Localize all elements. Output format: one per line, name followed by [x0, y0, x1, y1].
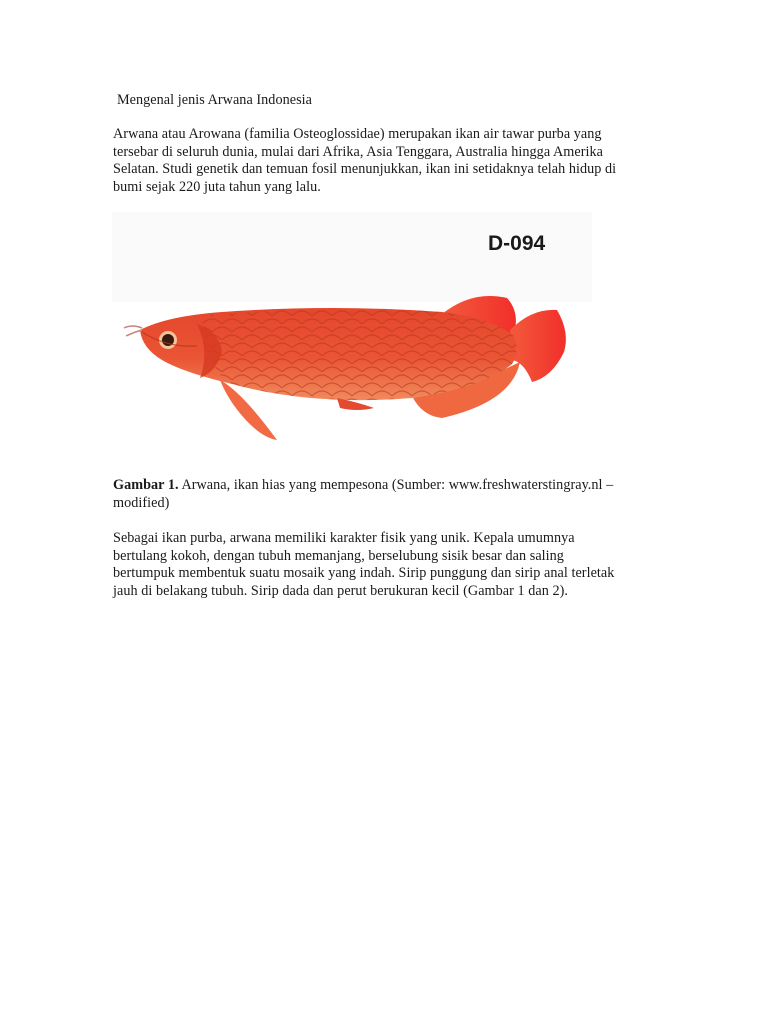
caption-text-line2: modified) [113, 494, 170, 511]
paragraph-line: tersebar di seluruh dunia, mulai dari Afrika, Asia Tenggara, Australia hingga Amerika [113, 143, 603, 160]
document-title: Mengenal jenis Arwana Indonesia [117, 92, 312, 108]
paragraph-line: Selatan. Studi genetik dan temuan fosil menunjukkan, ikan ini setidaknya telah hidup di [113, 161, 617, 177]
arwana-fish-image [112, 212, 592, 462]
arwana-figure [112, 212, 592, 462]
figure-code-label: D-094 [488, 232, 546, 255]
paragraph-line: bertumpuk membentuk suatu mosaik yang indah. Sirip punggung dan sirip anal terletak [113, 565, 615, 581]
paragraph-line: Sebagai ikan purba, arwana memiliki karakter fisik yang unik. Kepala umumnya [113, 530, 575, 546]
caption-label: Gambar 1. [113, 477, 179, 493]
paragraph-line: Arwana atau Arowana (familia Osteoglossidae) merupakan ikan air tawar purba yang [113, 126, 602, 142]
paragraph-line: bertulang kokoh, dengan tubuh memanjang, berselubung sisik besar dan saling [113, 547, 564, 564]
figure-caption [113, 477, 653, 512]
intro-paragraph [113, 126, 653, 196]
caption-text: Arwana, ikan hias yang mempesona (Sumber: www.freshwaterstingray.nl – [178, 477, 614, 493]
paragraph-line: bumi sejak 220 juta tahun yang lalu. [113, 178, 321, 195]
paragraph-line: jauh di belakang tubuh. Sirip dada dan perut berukuran kecil (Gambar 1 dan 2). [113, 582, 568, 599]
description-paragraph [113, 530, 653, 600]
